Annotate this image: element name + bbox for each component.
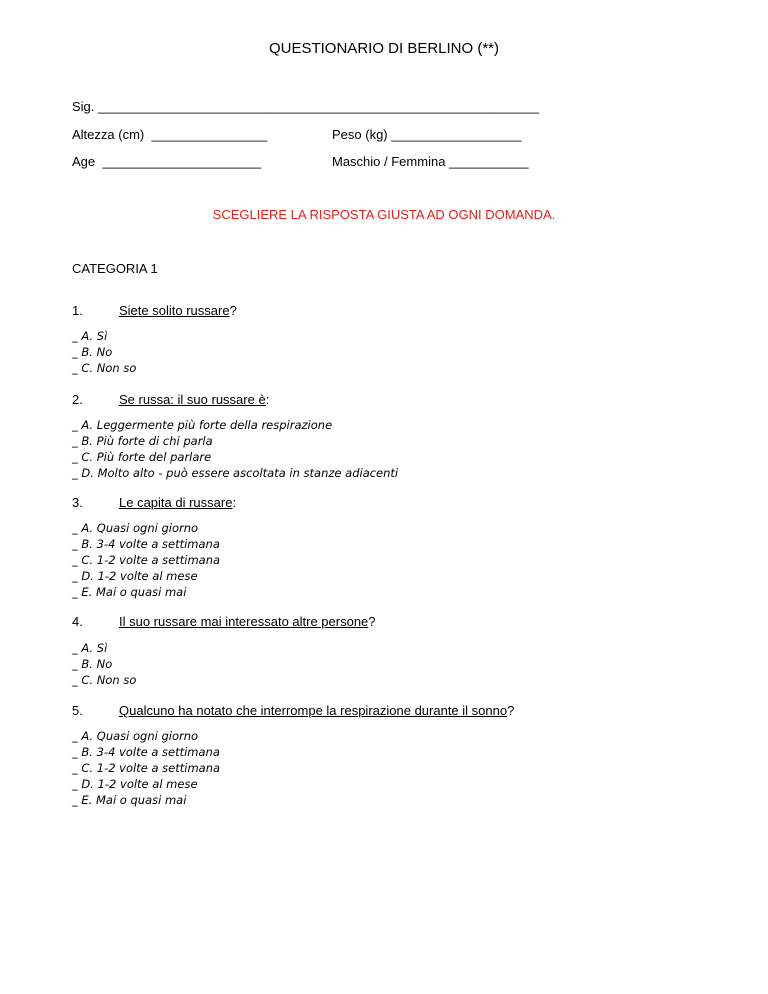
- answer-option[interactable]: _ D. 1-2 volte al mese: [72, 777, 198, 791]
- option-list: [72, 520, 220, 600]
- answer-option[interactable]: _ A. Quasi ogni giorno: [72, 521, 199, 535]
- sig-field: Sig. _____________________________________________________________: [72, 99, 540, 114]
- option-list: [72, 728, 220, 808]
- answer-option[interactable]: _ B. Più forte di chi parla: [72, 434, 213, 448]
- answer-option[interactable]: _ D. 1-2 volte al mese: [72, 569, 198, 583]
- question-text: [119, 495, 236, 510]
- answer-option[interactable]: _ E. Mai o quasi mai: [72, 585, 187, 599]
- answer-option[interactable]: _ C. Più forte del parlare: [72, 450, 212, 464]
- question-suffix: ?: [507, 703, 515, 718]
- answer-option[interactable]: _ C. Non so: [72, 361, 137, 375]
- peso-field: Peso (kg) __________________: [332, 127, 522, 142]
- answer-option[interactable]: _ D. Molto alto - può essere ascoltata in stanze adiacenti: [72, 466, 399, 480]
- question-label: Se russa: il suo russare è: [119, 392, 266, 407]
- question-label: Il suo russare mai interessato altre persone: [119, 614, 369, 629]
- age-field: Age ______________________: [72, 154, 262, 169]
- question-suffix: ?: [368, 614, 376, 629]
- question-label: Qualcuno ha notato che interrompe la respirazione durante il sonno: [119, 703, 508, 718]
- answer-option[interactable]: _ B. No: [72, 345, 113, 359]
- question-text: [119, 392, 269, 407]
- question-text: [119, 703, 514, 718]
- answer-option[interactable]: _ B. No: [72, 657, 113, 671]
- sesso-field: Maschio / Femmina ___________: [332, 154, 529, 169]
- question-number: 3.: [72, 495, 83, 510]
- answer-option[interactable]: _ C. 1-2 volte a settimana: [72, 553, 221, 567]
- question-suffix: ?: [229, 303, 237, 318]
- answer-option[interactable]: _ E. Mai o quasi mai: [72, 793, 187, 807]
- question-label: Le capita di russare: [119, 495, 233, 510]
- option-list: [72, 328, 136, 376]
- option-list: [72, 640, 136, 688]
- question-number: 5.: [72, 703, 83, 718]
- question-text: [119, 614, 376, 629]
- question-label: Siete solito russare: [119, 303, 230, 318]
- answer-option[interactable]: _ A. Sì: [72, 329, 108, 343]
- question-number: 2.: [72, 392, 83, 407]
- question-text: [119, 303, 237, 318]
- answer-option[interactable]: _ A. Leggermente più forte della respirazione: [72, 418, 333, 432]
- altezza-field: Altezza (cm) ________________: [72, 127, 268, 142]
- answer-option[interactable]: _ B. 3-4 volte a settimana: [72, 537, 220, 551]
- answer-option[interactable]: _ C. Non so: [72, 673, 137, 687]
- question-suffix: :: [232, 495, 237, 510]
- answer-option[interactable]: _ C. 1-2 volte a settimana: [72, 761, 221, 775]
- question-number: 4.: [72, 614, 83, 629]
- answer-option[interactable]: _ A. Sì: [72, 641, 108, 655]
- question-number: 1.: [72, 303, 83, 318]
- option-list: [72, 417, 398, 481]
- instruction-text: SCEGLIERE LA RISPOSTA GIUSTA AD OGNI DOMANDA.: [212, 207, 556, 222]
- category-heading: CATEGORIA 1: [72, 261, 158, 276]
- answer-option[interactable]: _ A. Quasi ogni giorno: [72, 729, 199, 743]
- answer-option[interactable]: _ B. 3-4 volte a settimana: [72, 745, 220, 759]
- page-title: QUESTIONARIO DI BERLINO (**): [268, 40, 500, 57]
- question-suffix: :: [265, 392, 270, 407]
